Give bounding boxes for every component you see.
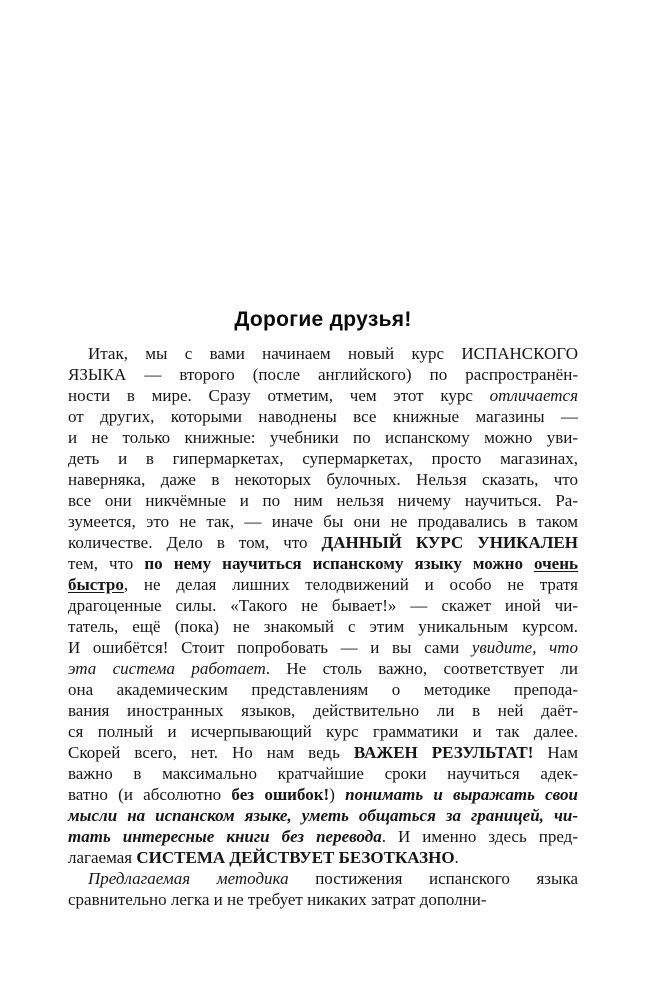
text-line <box>68 679 578 700</box>
text-line <box>68 616 578 637</box>
text-run: ватно (и абсолютно <box>68 785 232 804</box>
text-line <box>68 700 578 721</box>
text-run: лагаемая <box>68 848 137 867</box>
text-line <box>68 658 578 679</box>
text-line <box>68 343 578 364</box>
text-run: ЯЗЫКА — второго (после английского) по распространён- <box>68 365 578 384</box>
text-line <box>68 805 578 826</box>
text-run: тем, что <box>68 554 145 573</box>
page-title: Дорогие друзья! <box>234 308 412 331</box>
text-run: драгоценные силы. «Такого не бывает!» — скажет иной чи- <box>68 596 578 615</box>
text-line <box>68 595 578 616</box>
text-run: понимать и выражать свои <box>345 785 578 804</box>
text-line <box>68 721 578 742</box>
text-line <box>68 763 578 784</box>
text-line <box>68 889 578 910</box>
text-line <box>68 469 578 490</box>
text-run: деть и в гипермаркетах, супермаркетах, просто магазинах, <box>68 449 578 468</box>
text-line <box>68 364 578 385</box>
text-line <box>68 427 578 448</box>
text-line <box>68 532 578 553</box>
text-run: зумеется, это не так, — иначе бы они не продавались в таком <box>68 512 578 531</box>
text-run: и не только книжные: учебники по испанскому можно уви- <box>68 428 578 447</box>
text-run: от других, которыми наводнены все книжные магазины — <box>68 407 578 426</box>
text-run: очень <box>534 554 578 573</box>
text-run: татель, ещё (пока) не знакомый с этим уникальным курсом. <box>68 617 578 636</box>
text-line <box>68 868 578 889</box>
text-run: . Не столь важно, соответствует ли <box>265 659 578 678</box>
text-run: ся полный и исчерпывающий курс грамматики и так далее. <box>68 722 578 741</box>
text-run: ДАННЫЙ КУРС УНИКАЛЕН <box>321 533 578 552</box>
text-line <box>68 385 578 406</box>
text-run: она академическим представлениям о методике препода- <box>68 680 578 699</box>
text-run: ности в мире. Сразу отметим, чем этот курс <box>68 386 490 405</box>
text-run: быстро <box>68 575 124 594</box>
text-line <box>68 574 578 595</box>
text-run: вания иностранных языков, действительно ли в ней даёт- <box>68 701 578 720</box>
text-line <box>68 511 578 532</box>
text-run: Нам <box>533 743 578 762</box>
text-line <box>68 553 578 574</box>
text-run: постижения испанского языка <box>288 869 578 888</box>
text-column <box>68 308 578 910</box>
text-line <box>68 490 578 511</box>
text-run: . И именно здесь пред- <box>381 827 578 846</box>
text-line <box>68 847 578 868</box>
text-run: И ошибётся! Стоит попробовать — и вы сами <box>68 638 472 657</box>
page-body <box>68 343 578 910</box>
text-line <box>68 742 578 763</box>
text-run: ВАЖЕН РЕЗУЛЬТАТ! <box>353 743 534 762</box>
text-run: тать интересные книги без перевода <box>68 827 382 846</box>
text-run: все они никчёмные и по ним нельзя ничему научиться. Ра- <box>68 491 578 510</box>
text-line <box>68 448 578 469</box>
text-run: наверняка, даже в некоторых булочных. Нельзя сказать, что <box>68 470 578 489</box>
text-run: Скорей всего, нет. Но нам ведь <box>68 743 354 762</box>
text-run: СИСТЕМА ДЕЙСТВУЕТ БЕЗОТКАЗНО <box>136 848 455 867</box>
text-line <box>68 637 578 658</box>
text-run: ) <box>329 785 346 804</box>
text-line <box>68 826 578 847</box>
text-run: по нему научиться испанскому языку можно <box>144 554 535 573</box>
text-run: отличается <box>489 386 578 405</box>
text-run: Итак, мы с вами начинаем новый курс ИСПАНСКОГО <box>88 344 578 363</box>
text-line <box>68 406 578 427</box>
text-run: увидите, что <box>471 638 578 657</box>
text-run: эта система работает <box>68 659 266 678</box>
text-run: сравнительно легка и не требует никаких затрат дополни- <box>68 890 487 909</box>
text-run: без ошибок! <box>231 785 330 804</box>
text-run: количестве. Дело в том, что <box>68 533 322 552</box>
text-run: важно в максимально кратчайшие сроки научиться адек- <box>68 764 578 783</box>
text-run: мысли на испанском языке, уметь общаться за границей, чи- <box>68 806 578 825</box>
text-line <box>68 784 578 805</box>
text-run: . <box>454 848 459 867</box>
text-run: , не делая лишних телодвижений и особо не тратя <box>123 575 578 594</box>
text-run: Предлагаемая методика <box>88 869 289 888</box>
